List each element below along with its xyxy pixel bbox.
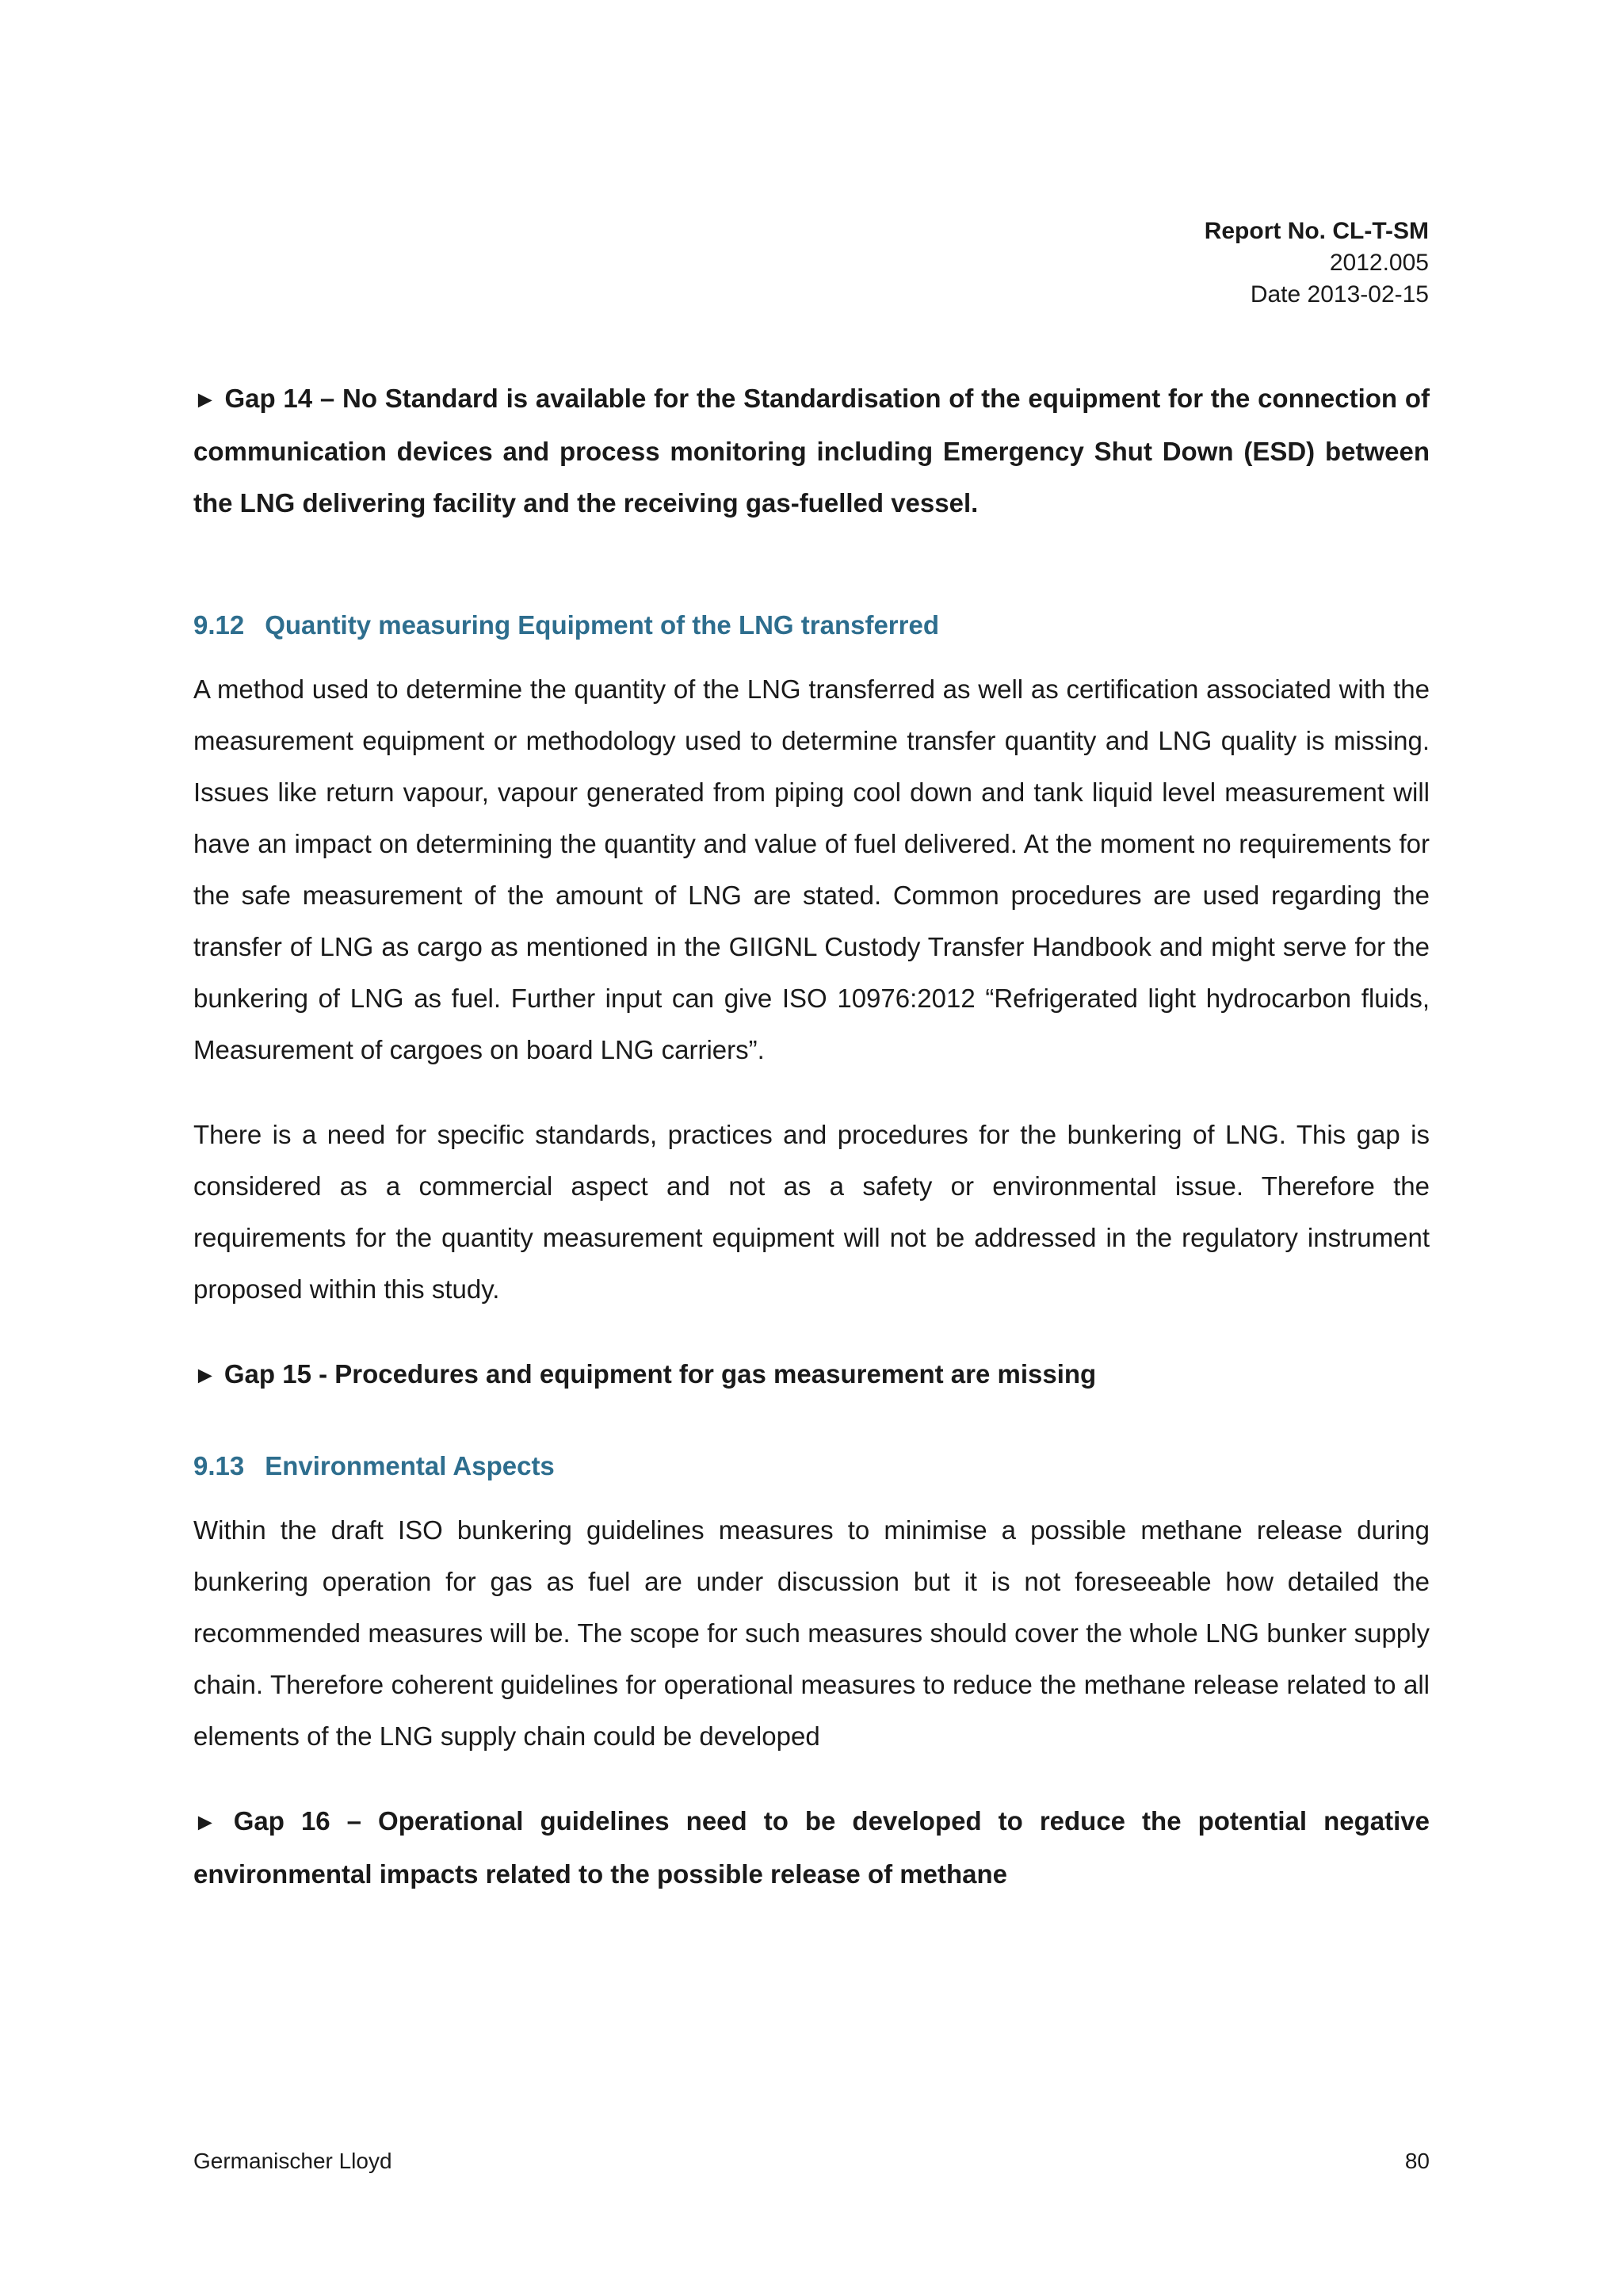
section-number: 9.12: [193, 610, 245, 640]
gap-14-text: Gap 14 – No Standard is available for the Standardisation of the equipment for the connection of communication devices and process monitoring including Emergency Shut Down (ESD) between the LNG delivering facility and the receiving gas-fuelled vessel.: [193, 384, 1430, 518]
report-sub-number: 2012.005: [1329, 250, 1429, 276]
section-heading-9-12: [193, 609, 1430, 641]
section-heading-9-13: [193, 1450, 1430, 1482]
section-title: Quantity measuring Equipment of the LNG transferred: [265, 610, 939, 640]
page-content: [193, 372, 1430, 1900]
gap-15-text: Gap 15 - Procedures and equipment for gas measurement are missing: [223, 1359, 1097, 1389]
page-footer: [193, 2149, 1430, 2174]
report-number: Report No. CL-T-SM: [1204, 218, 1429, 244]
arrow-icon: ►: [193, 1809, 217, 1836]
arrow-icon: ►: [193, 387, 217, 413]
gap-14-statement: [193, 372, 1430, 529]
section-9-12-paragraph-2: There is a need for specific standards, practices and procedures for the bunkering of LNG. This gap is considered as a commercial aspect and not as a safety or environmental issue. Therefore the requirements for the quantity measurement equipment will not be addressed in the regulatory instrument proposed within this study.: [193, 1120, 1430, 1304]
report-header: [1205, 216, 1429, 311]
section-number: 9.13: [193, 1451, 245, 1480]
section-title: Environmental Aspects: [265, 1451, 555, 1480]
report-date: Date 2013-02-15: [1250, 281, 1429, 308]
footer-company: Germanischer Lloyd: [193, 2149, 392, 2173]
page-number: 80: [1404, 2149, 1430, 2173]
arrow-icon: ►: [193, 1362, 217, 1389]
gap-16-text: Gap 16 – Operational guidelines need to be developed to reduce the potential negative environmental impacts related to the possible release of methane: [193, 1806, 1430, 1889]
gap-15-statement: [193, 1348, 1430, 1401]
gap-16-statement: [193, 1795, 1430, 1900]
section-9-13-paragraph-1: Within the draft ISO bunkering guidelines measures to minimise a possible methane release during bunkering operation for gas as fuel are under discussion but it is not foreseeable how detailed the recommended measures will be. The scope for such measures should cover the whole LNG bunker supply chain. Therefore coherent guidelines for operational measures to reduce the methane release related to all elements of the LNG supply chain could be developed: [193, 1515, 1430, 1751]
section-9-12-paragraph-1: A method used to determine the quantity of the LNG transferred as well as certification associated with the measurement equipment or methodology used to determine transfer quantity and LNG quality is missing. Issues like return vapour, vapour generated from piping cool down and tank liquid level measurement will have an impact on determining the quantity and value of fuel delivered. At the moment no requirements for the safe measurement of the amount of LNG are stated. Common procedures are used regarding the transfer of LNG as cargo as mentioned in the GIIGNL Custody Transfer Handbook and might serve for the bunkering of LNG as fuel. Further input can give ISO 10976:2012 “Refrigerated light hydrocarbon fluids, Measurement of cargoes on board LNG carriers”.: [193, 674, 1430, 1064]
